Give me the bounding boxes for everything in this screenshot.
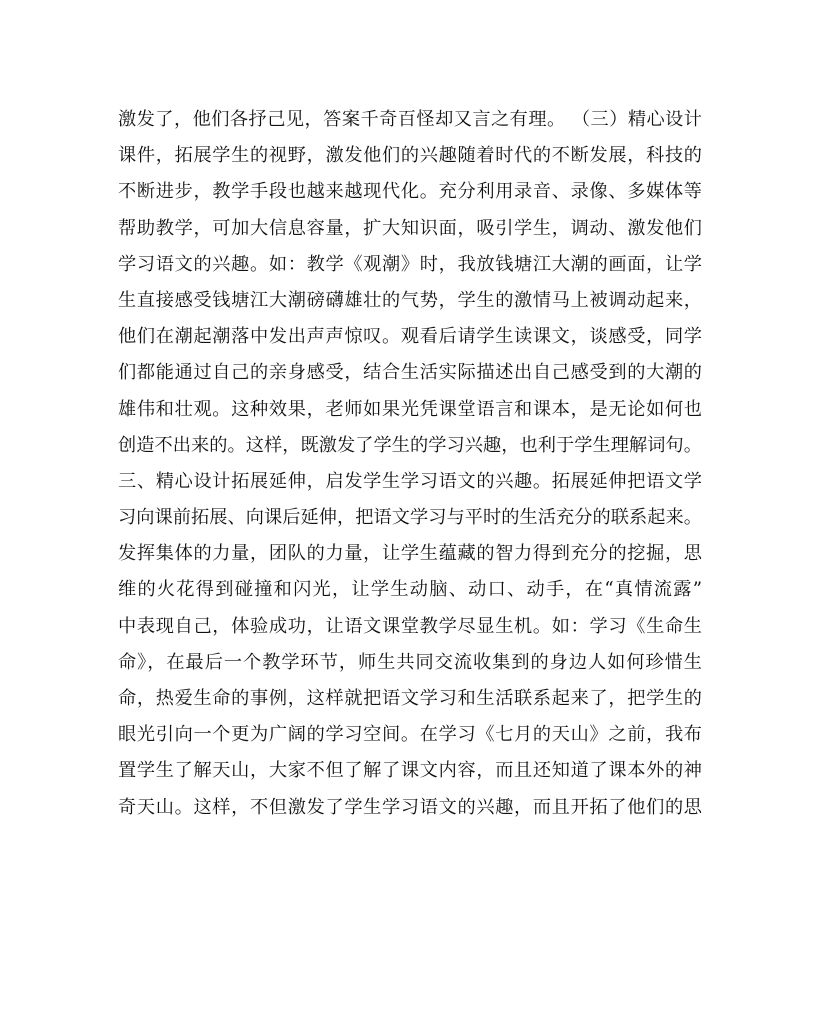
text-line: 他们在潮起潮落中发出声声惊叹。观看后请学生读课文，谈感受，同学 (118, 326, 702, 348)
text-line: 三、精心设计拓展延伸，启发学生学习语文的兴趣。拓展延伸把语文学 (118, 470, 702, 492)
text-line: 眼光引向一个更为广阔的学习空间。在学习《七月的天山》之前，我布 (118, 724, 702, 746)
text-line: 中表现自己，体验成功，让语文课堂教学尽显生机。如：学习《生命生 (118, 615, 702, 637)
text-line: 们都能通过自己的亲身感受，结合生活实际描述出自己感受到的大潮的 (118, 362, 702, 384)
text-line: 不断进步，教学手段也越来越现代化。充分利用录音、录像、多媒体等 (118, 181, 702, 203)
text-line: 习向课前拓展、向课后延伸，把语文学习与平时的生活充分的联系起来。 (118, 507, 702, 529)
text-line: 奇天山。这样，不但激发了学生学习语文的兴趣，而且开拓了他们的思 (118, 796, 702, 818)
text-line: 雄伟和壮观。这种效果，老师如果光凭课堂语言和课本，是无论如何也 (118, 398, 702, 420)
text-line: 激发了，他们各抒己见，答案千奇百怪却又言之有理。 （三）精心设计 (118, 109, 702, 130)
text-line: 维的火花得到碰撞和闪光，让学生动脑、动口、动手，在“真情流露” (118, 579, 702, 601)
text-line: 生直接感受钱塘江大潮磅礴雄壮的气势，学生的激情马上被调动起来， (118, 289, 702, 311)
text-line: 帮助教学，可加大信息容量，扩大知识面，吸引学生，调动、激发他们 (118, 217, 702, 239)
text-line: 命，热爱生命的事例，这样就把语文学习和生活联系起来了，把学生的 (118, 688, 702, 709)
text-line: 创造不出来的。这样，既激发了学生的学习兴趣，也利于学生理解词句。 (118, 434, 702, 456)
body-text (118, 102, 702, 826)
text-line: 课件，拓展学生的视野，激发他们的兴趣随着时代的不断发展，科技的 (118, 145, 702, 167)
text-line: 置学生了解天山，大家不但了解了课文内容，而且还知道了课本外的神 (118, 760, 702, 782)
text-line: 学习语文的兴趣。如：教学《观潮》时，我放钱塘江大潮的画面，让学 (118, 253, 702, 275)
text-line: 发挥集体的力量，团队的力量，让学生蕴藏的智力得到充分的挖掘，思 (118, 543, 702, 565)
text-line: 命》，在最后一个教学环节，师生共同交流收集到的身边人如何珍惜生 (118, 651, 702, 673)
